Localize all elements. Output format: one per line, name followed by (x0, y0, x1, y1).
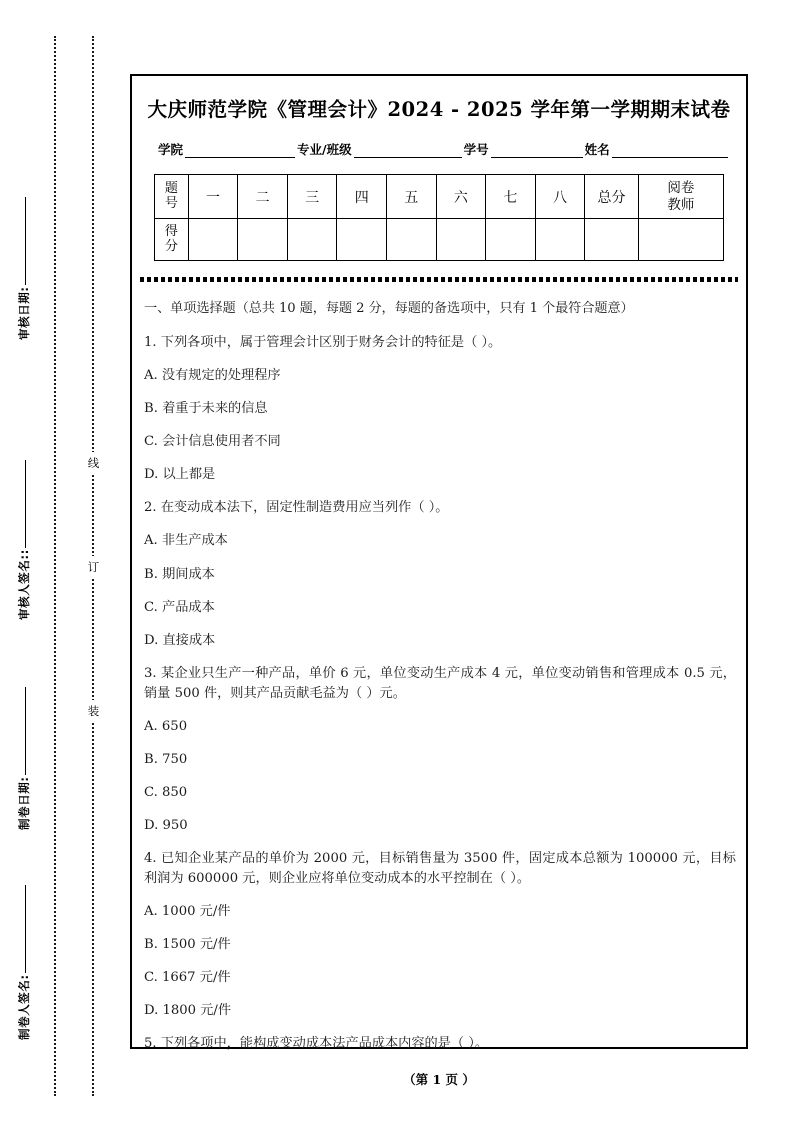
question-no-stub (155, 175, 189, 219)
binding-dashed-line-outer (54, 36, 56, 1096)
question-3-option-b[interactable]: B. 750 (144, 751, 188, 767)
table-row-scores (155, 219, 724, 261)
column-header-1: 一 (188, 175, 238, 219)
audit-signature-label: 审核人签名:: (17, 549, 31, 620)
student-id-input[interactable] (491, 145, 583, 158)
table-row-question-numbers (155, 175, 724, 219)
score-cell-1[interactable] (188, 219, 238, 261)
major-class-input[interactable] (354, 145, 462, 158)
student-info-row (158, 140, 730, 158)
make-signature-field (16, 850, 32, 1040)
student-id-label: 学号 (463, 142, 489, 157)
question-1-option-c[interactable]: C. 会计信息使用者不同 (144, 434, 281, 450)
marker-label-line-2: 教师 (667, 196, 695, 213)
question-no-char-1: 题 (164, 180, 178, 196)
make-signature-label: 制卷人签名: (17, 974, 31, 1040)
question-2-option-b[interactable]: B. 期间成本 (144, 566, 215, 582)
score-cell-3[interactable] (287, 219, 337, 261)
question-4-option-d[interactable]: D. 1800 元/件 (144, 1003, 232, 1019)
question-2-option-d[interactable]: D. 直接成本 (144, 632, 216, 648)
column-header-3: 三 (287, 175, 337, 219)
name-input[interactable] (612, 145, 728, 158)
college-label: 学院 (158, 142, 184, 157)
question-1-option-d[interactable]: D. 以上都是 (144, 467, 216, 483)
question-stem-2: 2. 在变动成本法下，固定性制造费用应当列作（ ）。 (144, 500, 449, 516)
make-date-field (16, 640, 32, 830)
audit-signature-line (25, 460, 26, 548)
column-header-2: 二 (238, 175, 288, 219)
seal-character-pack: 装 (86, 700, 101, 722)
name-label: 姓名 (584, 142, 610, 157)
page-number-footer: （第 1 页 ） (403, 1072, 475, 1087)
audit-date-line (25, 197, 26, 285)
question-stem-3: 3. 某企业只生产一种产品，单价 6 元，单位变动生产成本 4 元，单位变动销售和管理成本 0.5 元，销量 500 件，则其产品贡献毛益为（ ）元。 (144, 665, 736, 701)
question-4-option-a[interactable]: A. 1000 元/件 (144, 904, 231, 920)
marker-label-line-1: 阅卷 (667, 180, 695, 197)
left-margin-binding-area (0, 0, 120, 1122)
score-cell-5[interactable] (387, 219, 437, 261)
question-2-option-a[interactable]: A. 非生产成本 (144, 533, 228, 549)
column-header-4: 四 (337, 175, 387, 219)
score-cell-6[interactable] (436, 219, 486, 261)
score-summary-table (154, 174, 724, 261)
column-header-marker (638, 175, 723, 219)
question-1-option-b[interactable]: B. 着重于未来的信息 (144, 401, 268, 417)
score-cell-marker[interactable] (638, 219, 723, 261)
seal-character-bind: 订 (86, 556, 101, 578)
exam-paper-frame (130, 74, 748, 1052)
score-char-1: 得 (164, 223, 178, 239)
question-4-option-b[interactable]: B. 1500 元/件 (144, 937, 231, 953)
column-header-8: 八 (535, 175, 585, 219)
question-3-option-c[interactable]: C. 850 (144, 784, 188, 800)
major-class-label: 专业/班级 (297, 142, 352, 157)
question-stem-4: 4. 已知企业某产品的单价为 2000 元，目标销售量为 3500 件，固定成本总额为 100000 元，目标利润为 600000 元，则企业应将单位变动成本的水平控制在（ ）。 (144, 851, 736, 887)
question-2-option-c[interactable]: C. 产品成本 (144, 599, 215, 615)
question-stem-5: 5. 下列各项中，能构成变动成本法产品成本内容的是（ ）。 (144, 1036, 489, 1052)
score-stub (155, 219, 189, 261)
question-1-option-a[interactable]: A. 没有规定的处理程序 (144, 368, 281, 384)
audit-signature-field (16, 430, 32, 620)
section-divider (140, 277, 738, 282)
seal-character-line: 线 (86, 452, 101, 474)
score-char-2: 分 (164, 238, 178, 254)
question-no-char-2: 号 (164, 195, 178, 211)
audit-date-field (16, 150, 32, 340)
audit-date-label: 审核日期: (17, 286, 31, 340)
score-cell-total[interactable] (585, 219, 639, 261)
score-cell-8[interactable] (535, 219, 585, 261)
column-header-6: 六 (436, 175, 486, 219)
question-3-option-d[interactable]: D. 950 (144, 818, 188, 833)
make-date-line (25, 687, 26, 775)
column-header-total: 总分 (585, 175, 639, 219)
question-3-option-a[interactable]: A. 650 (144, 718, 188, 734)
question-4-option-c[interactable]: C. 1667 元/件 (144, 970, 231, 986)
page-title: 大庆师范学院《管理会计》2024 - 2025 学年第一学期期末试卷 (147, 98, 731, 121)
make-date-label: 制卷日期: (17, 776, 31, 830)
make-signature-line (25, 885, 26, 973)
section-heading: 一、单项选择题（总共 10 题，每题 2 分，每题的备选项中，只有 1 个最符合题意） (144, 301, 634, 316)
question-list (144, 294, 736, 1061)
score-cell-4[interactable] (337, 219, 387, 261)
college-input[interactable] (185, 145, 295, 158)
score-cell-7[interactable] (486, 219, 536, 261)
column-header-5: 五 (387, 175, 437, 219)
column-header-7: 七 (486, 175, 536, 219)
question-stem-1: 1. 下列各项中，属于管理会计区别于财务会计的特征是（ ）。 (144, 335, 502, 351)
score-cell-2[interactable] (238, 219, 288, 261)
